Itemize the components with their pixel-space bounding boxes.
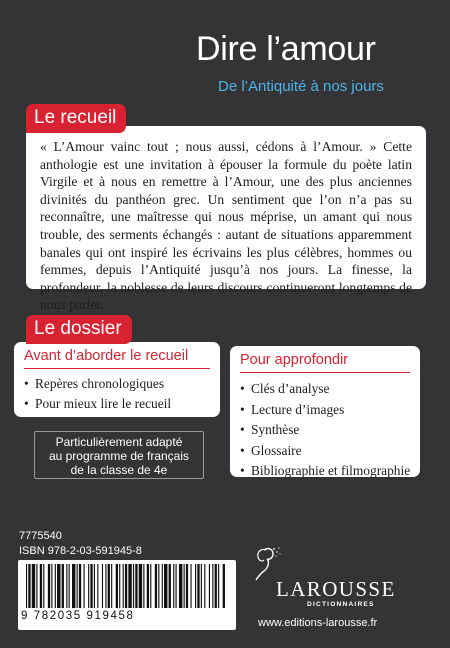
curriculum-note bbox=[34, 431, 204, 479]
barcode-bar bbox=[162, 564, 163, 608]
barcode-box bbox=[18, 560, 236, 630]
barcode-bar bbox=[184, 564, 185, 608]
barcode-bar bbox=[155, 564, 157, 608]
barcode bbox=[26, 564, 228, 610]
barcode-bar bbox=[223, 564, 225, 608]
barcode-bar bbox=[158, 564, 159, 608]
list-item bbox=[24, 394, 210, 414]
publisher-name: LAROUSSE bbox=[276, 577, 396, 601]
barcode-bar bbox=[128, 564, 131, 608]
barcode-bar bbox=[201, 564, 202, 608]
barcode-bar bbox=[105, 564, 106, 608]
bullet-icon: • bbox=[240, 463, 245, 478]
barcode-bar bbox=[186, 564, 188, 608]
list-item-label: Bibliographie et filmographie bbox=[251, 463, 411, 478]
barcode-bar bbox=[57, 564, 60, 608]
bullet-icon: • bbox=[24, 376, 29, 391]
barcode-bar bbox=[94, 564, 95, 608]
list-item-label: Clés d’analyse bbox=[251, 381, 330, 396]
barcode-bar bbox=[84, 564, 85, 608]
barcode-bar bbox=[26, 564, 27, 608]
barcode-bar bbox=[125, 564, 127, 608]
barcode-bar bbox=[139, 564, 142, 608]
list-item-label: Glossaire bbox=[251, 442, 302, 458]
barcode-bar bbox=[176, 564, 177, 608]
publisher-website: www.editions-larousse.fr bbox=[258, 617, 378, 629]
bullet-icon: • bbox=[240, 381, 245, 396]
recueil-text: « L’Amour vainc tout ; nous aussi, cédons à l’Amour. » Cette anthologie est une invitation à épouser la formule du poète latin Virgile et à nous en remettre à l’Amour, une des plus anciennes divinités du panthéon grec. Un sentiment que l’on n’a pas su reconnaître, une maîtresse qui nous méprise, un amant qui nous trouble, des serments échangés : autant de situations apparemment banales qui ont inspiré les écrivains les plus célèbres, hommes ou femmes, depuis l’Antiquité jusqu’à nos jours. La finesse, la profondeur, la noblesse de leurs discours continueront longtemps de nous parler. bbox=[40, 139, 412, 313]
before-reading-list bbox=[24, 369, 210, 414]
list-item-label: Lecture d’images bbox=[251, 401, 345, 417]
list-item bbox=[240, 379, 410, 400]
barcode-bar bbox=[147, 564, 149, 608]
barcode-bar bbox=[164, 564, 167, 608]
barcode-bar bbox=[204, 564, 205, 608]
page-title: Dire l’amour bbox=[196, 30, 376, 68]
barcode-bar bbox=[69, 564, 70, 608]
barcode-bar bbox=[173, 564, 174, 608]
before-reading-box bbox=[14, 342, 220, 417]
isbn: ISBN 978-2-03-591945-8 bbox=[19, 545, 142, 557]
barcode-bar bbox=[48, 564, 50, 608]
barcode-bar bbox=[150, 564, 151, 608]
barcode-bar bbox=[133, 564, 134, 608]
barcode-digits: 9 782035 919458 bbox=[21, 610, 135, 622]
list-item-label: Synthèse bbox=[251, 422, 300, 437]
barcode-bar bbox=[212, 564, 213, 608]
further-reading-list bbox=[240, 373, 410, 482]
recueil-label: Le recueil bbox=[26, 104, 126, 133]
barcode-bar bbox=[88, 564, 89, 608]
dossier-label: Le dossier bbox=[26, 315, 132, 344]
barcode-bar bbox=[218, 564, 219, 608]
barcode-bar bbox=[79, 564, 81, 608]
barcode-bar bbox=[102, 564, 103, 608]
barcode-bar bbox=[66, 564, 67, 608]
list-item bbox=[240, 400, 410, 421]
barcode-bar bbox=[179, 564, 182, 608]
list-item bbox=[24, 374, 210, 394]
barcode-bar bbox=[135, 564, 137, 608]
barcode-bar bbox=[36, 564, 37, 608]
curriculum-note-line: au programme de français bbox=[48, 449, 190, 463]
barcode-bar bbox=[119, 564, 120, 608]
barcode-bar bbox=[143, 564, 144, 608]
bullet-icon: • bbox=[240, 442, 245, 458]
page-subtitle: De l’Antiquité à nos jours bbox=[218, 78, 384, 95]
barcode-bar bbox=[169, 564, 171, 608]
barcode-bar bbox=[116, 564, 118, 608]
publisher-tagline: DICTIONNAIRES bbox=[307, 601, 375, 608]
barcode-bar bbox=[209, 564, 210, 608]
barcode-bar bbox=[97, 564, 98, 608]
product-code: 7775540 bbox=[19, 530, 62, 542]
list-item-label: Pour mieux lire le recueil bbox=[35, 396, 172, 411]
barcode-bar bbox=[190, 564, 191, 608]
further-reading-box bbox=[230, 346, 420, 477]
barcode-bar bbox=[32, 564, 35, 608]
bullet-icon: • bbox=[240, 422, 245, 437]
barcode-bar bbox=[40, 564, 42, 608]
bullet-icon: • bbox=[240, 401, 245, 417]
barcode-bar bbox=[51, 564, 52, 608]
bullet-icon: • bbox=[24, 396, 29, 411]
barcode-bar bbox=[77, 564, 78, 608]
barcode-bar bbox=[215, 564, 217, 608]
barcode-bar bbox=[55, 564, 56, 608]
list-item bbox=[240, 461, 410, 482]
barcode-bar bbox=[28, 564, 30, 608]
curriculum-note-line: de la classe de 4e bbox=[70, 463, 168, 477]
barcode-bar bbox=[197, 564, 199, 608]
barcode-bar bbox=[90, 564, 92, 608]
barcode-bar bbox=[111, 564, 112, 608]
barcode-bar bbox=[43, 564, 44, 608]
before-reading-heading: Avant d’aborder le recueil bbox=[24, 342, 210, 369]
list-item-label: Repères chronologiques bbox=[35, 376, 165, 391]
barcode-bar bbox=[108, 564, 110, 608]
further-reading-heading: Pour approfondir bbox=[240, 346, 410, 373]
barcode-bar bbox=[62, 564, 64, 608]
list-item bbox=[240, 441, 410, 462]
curriculum-note-line: Particulièrement adapté bbox=[55, 435, 183, 449]
barcode-bar bbox=[195, 564, 196, 608]
barcode-bar bbox=[123, 564, 124, 608]
recueil-box bbox=[26, 126, 426, 313]
list-item bbox=[240, 420, 410, 441]
barcode-bar bbox=[72, 564, 75, 608]
